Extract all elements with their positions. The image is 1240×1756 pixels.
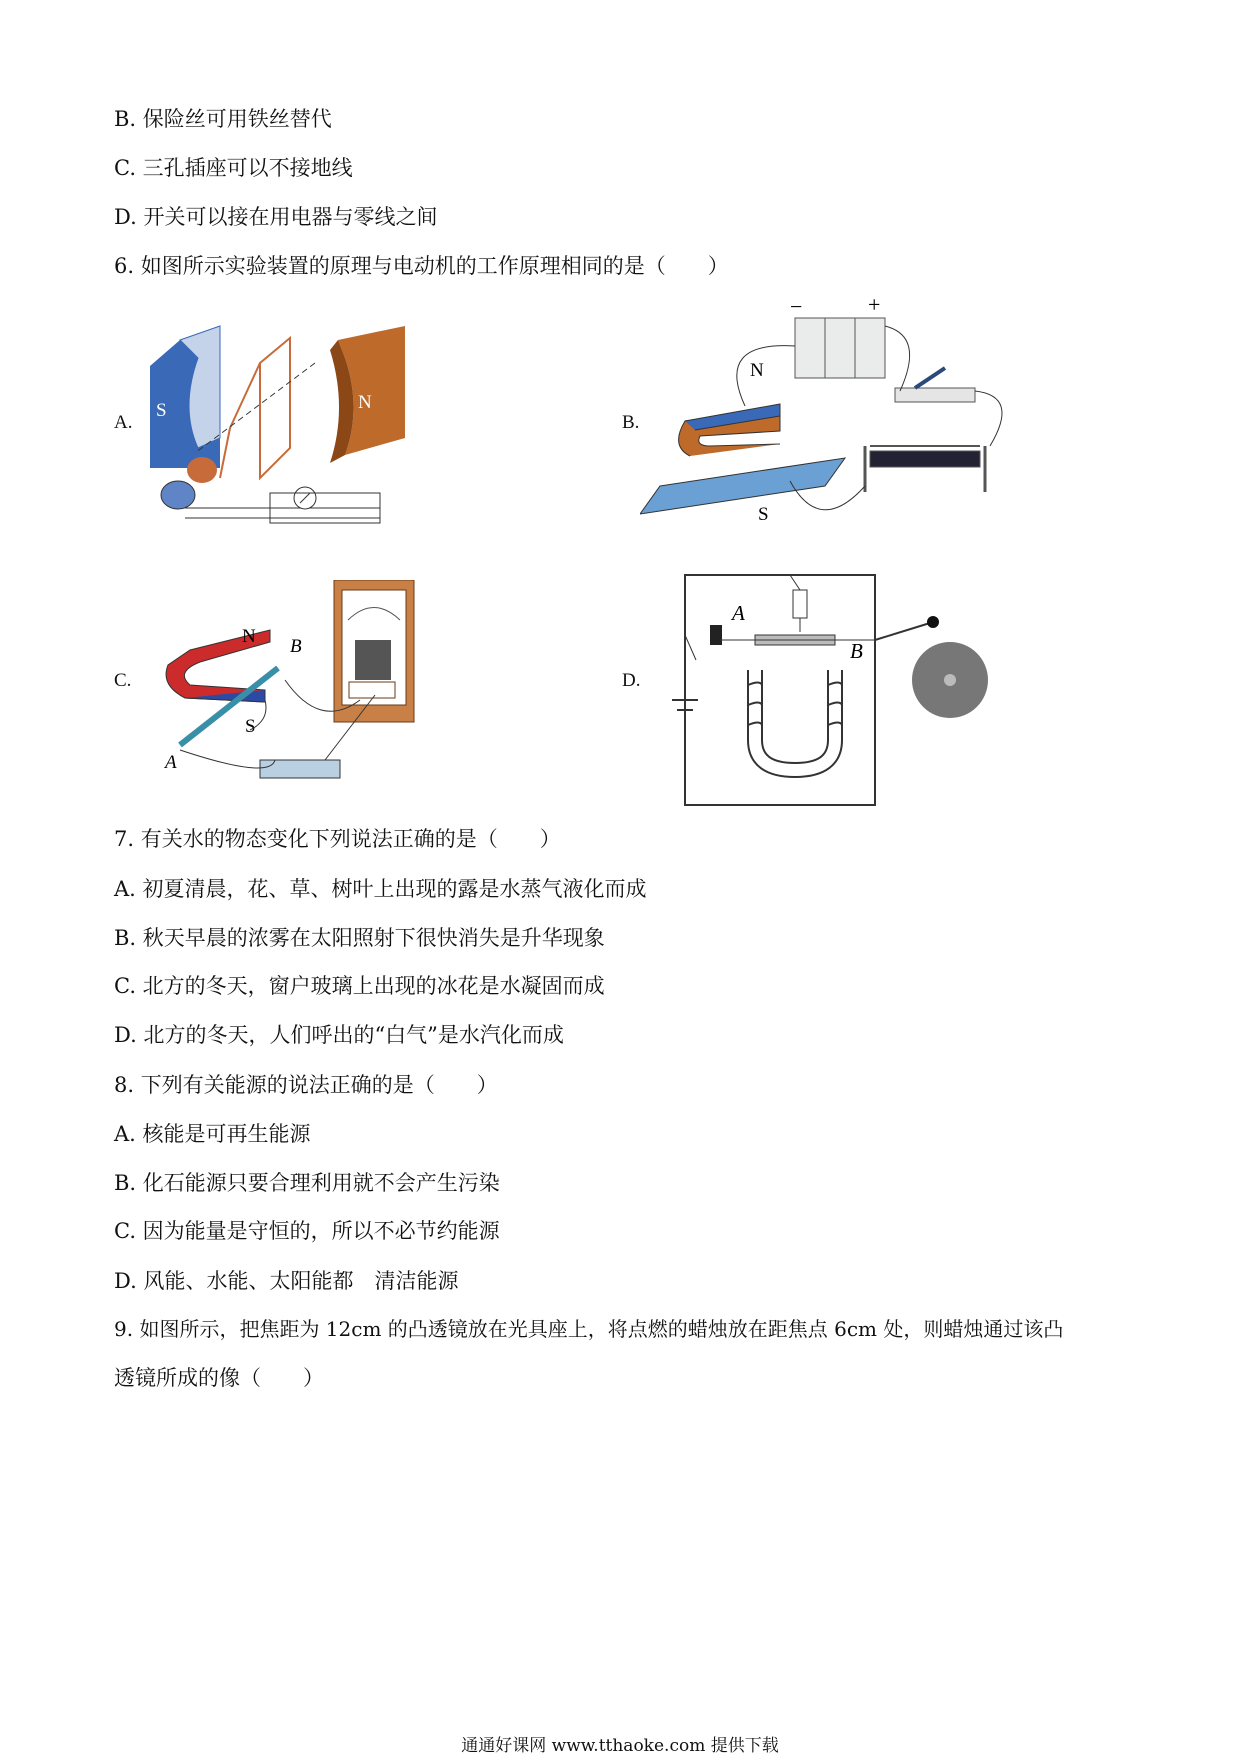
q7-option-d: D. 北方的冬天，人们呼出的“白气”是水汽化而成: [114, 1023, 564, 1047]
figure-a-generator: [140, 318, 425, 528]
rod-end-a: A: [165, 752, 177, 773]
contact-a: A: [732, 601, 745, 625]
q6-label-a: A.: [114, 412, 133, 433]
figure-b-circuit: [640, 296, 1030, 536]
q9-stem-line1: 9. 如图所示，把焦距为 12cm 的凸透镜放在光具座上，将点燃的蜡烛放在距焦点 6cm 处，则蜡烛通过该凸: [114, 1317, 1064, 1341]
page-footer: 通通好课网 www.tthaoke.com 提供下载: [461, 1736, 779, 1756]
q7-stem: 7. 有关水的物态变化下列说法正确的是（ ）: [114, 827, 561, 851]
armature-b: B: [850, 639, 863, 663]
q5-option-c: C. 三孔插座可以不接地线: [114, 156, 353, 180]
battery-minus: −: [790, 296, 803, 319]
pole-s-c: S: [245, 716, 256, 737]
q5-option-d: D. 开关可以接在用电器与零线之间: [114, 205, 438, 229]
q6-stem: 6. 如图所示实验装置的原理与电动机的工作原理相同的是（ ）: [114, 254, 729, 278]
figure-d-electric-bell: [660, 560, 1000, 810]
q6-label-b: B.: [622, 412, 640, 433]
pole-s-a: S: [156, 400, 167, 421]
q8-option-c: C. 因为能量是守恒的，所以不必节约能源: [114, 1219, 500, 1243]
battery-plus: +: [868, 296, 881, 317]
q8-option-b: B. 化石能源只要合理利用就不会产生污染: [114, 1171, 500, 1195]
figure-c-induction: [150, 580, 435, 785]
q6-label-d: D.: [622, 670, 641, 691]
pole-n-b: N: [750, 360, 764, 381]
q8-stem: 8. 下列有关能源的说法正确的是（ ）: [114, 1073, 498, 1097]
q7-option-b: B. 秋天早晨的浓雾在太阳照射下很快消失是升华现象: [114, 926, 605, 950]
pole-s-b: S: [758, 504, 769, 525]
q5-option-b: B. 保险丝可用铁丝替代: [114, 107, 332, 131]
pole-n-c: N: [242, 626, 256, 647]
q9-stem-line2: 透镜所成的像（ ）: [114, 1366, 324, 1390]
q8-option-a: A. 核能是可再生能源: [114, 1122, 311, 1146]
q7-option-a: A. 初夏清晨，花、草、树叶上出现的露是水蒸气液化而成: [114, 877, 647, 901]
q8-option-d: D. 风能、水能、太阳能都 清洁能源: [114, 1269, 459, 1293]
rod-end-b: B: [290, 636, 302, 657]
q6-label-c: C.: [114, 670, 132, 691]
q7-option-c: C. 北方的冬天，窗户玻璃上出现的冰花是水凝固而成: [114, 974, 605, 998]
pole-n-a: N: [358, 392, 372, 413]
